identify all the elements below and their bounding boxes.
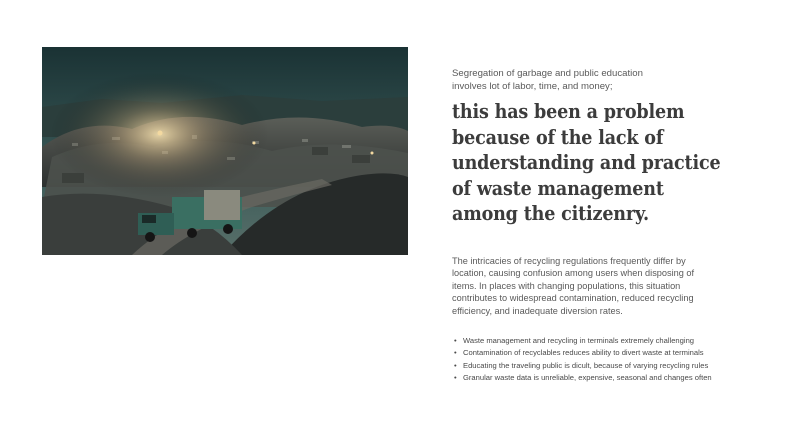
bullet-icon: • xyxy=(454,348,457,358)
list-item xyxy=(452,347,782,359)
list-item xyxy=(452,335,782,347)
headline-line: of waste management xyxy=(452,176,664,200)
headline-line: among the citizenry. xyxy=(452,202,649,226)
list-item-text: Educating the traveling public is dicult, because of varying recycling rules xyxy=(463,360,709,370)
list-item-text: Contamination of recyclables reduces ability to divert waste at terminals xyxy=(463,348,704,358)
list-item xyxy=(452,360,782,372)
intro-text: Segregation of garbage and public education involves lot of labor, time, and money; xyxy=(452,68,643,92)
list-item-text: Waste management and recycling in terminals extremely challenging xyxy=(463,336,695,345)
headline-line: understanding and practice xyxy=(452,151,721,175)
bullet-icon: • xyxy=(454,336,457,345)
content-column xyxy=(452,68,782,385)
landfill-illustration xyxy=(42,47,408,255)
bullet-icon: • xyxy=(454,360,457,370)
list-item-text: Granular waste data is unreliable, expensive, seasonal and changes often xyxy=(463,373,712,383)
body-paragraph: The intricacies of recycling regulations frequently differ by location, causing confusion among users when disposing of items. In places with changing populations, this situation contributes to widespread contamination, reduced recycling efficiency, and inadequate diversion rates. xyxy=(452,255,695,316)
bullet-list xyxy=(452,335,782,385)
headline-line: because of the lack of xyxy=(452,125,664,149)
list-item xyxy=(452,372,782,384)
landfill-photo xyxy=(42,47,408,255)
headline-line: this has been a problem xyxy=(452,100,685,123)
bullet-icon: • xyxy=(454,373,457,383)
headline xyxy=(452,99,722,227)
